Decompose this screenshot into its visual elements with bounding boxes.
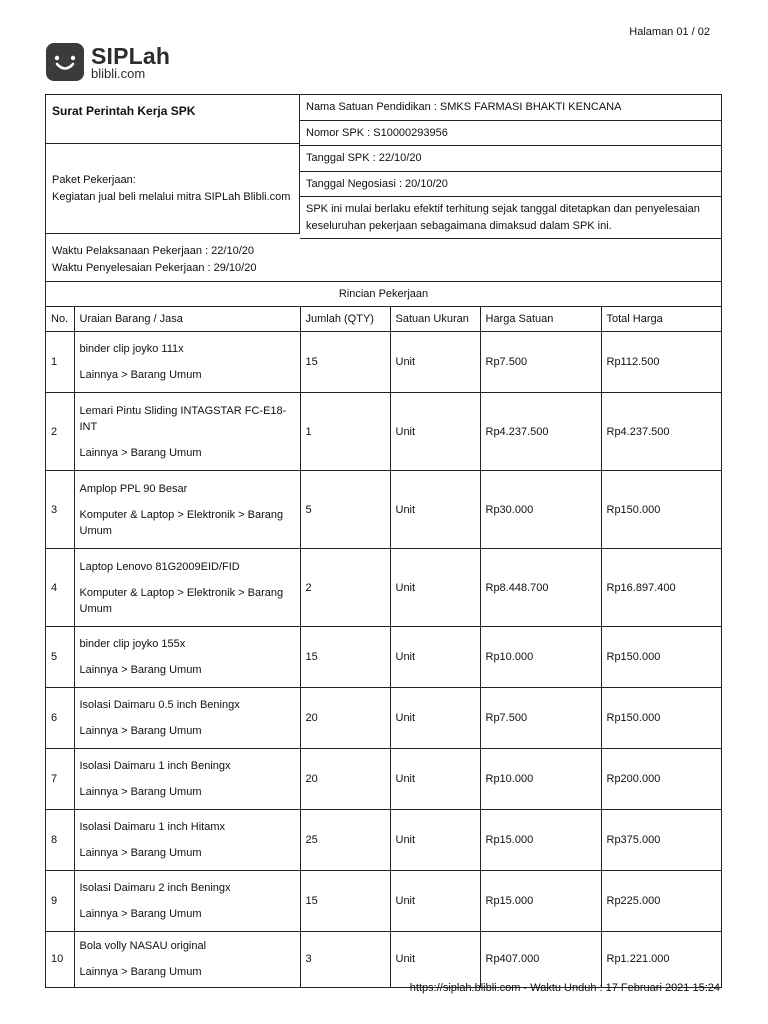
row-unit: Unit [390,549,480,627]
download-footer: https://siplah.blibli.com - Waktu Unduh : 17 Februari 2021 15:24 [409,982,720,994]
item-name: Laptop Lenovo 81G2009EID/FID [79,560,240,573]
rincian-table [46,307,721,987]
item-name: Isolasi Daimaru 2 inch Beningx [79,882,231,894]
row-price: Rp10.000 [480,627,601,688]
row-uraian [74,871,300,932]
row-total: Rp200.000 [601,749,721,810]
row-unit: Unit [390,871,480,932]
row-total: Rp150.000 [601,627,721,688]
table-row [46,810,721,871]
col-harga-satuan: Harga Satuan [480,307,601,332]
row-price: Rp7.500 [480,688,601,749]
spk-note-line-2: keseluruhan pekerjaan sebagaimana dimaksud dalam SPK ini. [306,219,612,232]
item-category: Komputer & Laptop > Elektronik > Barang Umum [79,586,284,615]
row-no: 1 [46,332,74,393]
row-total: Rp375.000 [601,810,721,871]
row-qty: 2 [300,549,390,627]
table-row [46,393,721,471]
header-right-column [300,95,721,239]
table-row [46,932,721,987]
item-category: Lainnya > Barang Umum [79,446,202,459]
item-name: Isolasi Daimaru 1 inch Hitamx [79,821,225,833]
row-no: 10 [46,932,74,987]
row-no: 4 [46,549,74,627]
row-price: Rp15.000 [480,810,601,871]
item-category: Lainnya > Barang Umum [79,908,202,920]
row-uraian [74,332,300,393]
row-total: Rp16.897.400 [601,549,721,627]
row-total: Rp225.000 [601,871,721,932]
row-uraian [74,688,300,749]
row-uraian [74,393,300,471]
col-uraian: Uraian Barang / Jasa [74,307,300,332]
row-no: 8 [46,810,74,871]
row-uraian [74,932,300,987]
waktu-penyelesaian: Waktu Penyelesaian Pekerjaan : 29/10/20 [52,262,257,274]
row-price: Rp407.000 [480,932,601,987]
table-header-row [46,307,721,332]
shopping-bag-icon [46,43,84,81]
table-row [46,332,721,393]
row-unit: Unit [390,627,480,688]
paket-pekerjaan [46,144,300,234]
table-row [46,627,721,688]
row-uraian [74,627,300,688]
row-price: Rp15.000 [480,871,601,932]
item-category: Lainnya > Barang Umum [79,369,202,381]
spk-note-line-1: SPK ini mulai berlaku efektif terhitung sejak tanggal ditetapkan dan penyelesaian [306,202,700,215]
nomor-spk: Nomor SPK : S10000293956 [300,121,721,147]
item-name: Amplop PPL 90 Besar [79,482,188,495]
siplah-logo [46,43,170,81]
row-qty: 1 [300,393,390,471]
spk-note [300,197,721,239]
item-category: Lainnya > Barang Umum [79,966,202,979]
row-no: 5 [46,627,74,688]
table-row [46,688,721,749]
item-category: Lainnya > Barang Umum [79,725,202,737]
row-price: Rp8.448.700 [480,549,601,627]
row-qty: 3 [300,932,390,987]
item-name: binder clip joyko 155x [79,638,186,650]
row-unit: Unit [390,332,480,393]
tanggal-spk: Tanggal SPK : 22/10/20 [300,146,721,172]
table-row [46,471,721,549]
col-no: No. [46,307,74,332]
item-category: Lainnya > Barang Umum [79,847,202,859]
row-uraian [74,749,300,810]
row-unit: Unit [390,932,480,987]
row-no: 6 [46,688,74,749]
row-no: 3 [46,471,74,549]
row-qty: 20 [300,749,390,810]
row-price: Rp7.500 [480,332,601,393]
row-qty: 15 [300,871,390,932]
paket-value: Kegiatan jual beli melalui mitra SIPLah Blibli.com [52,190,291,203]
row-total: Rp4.237.500 [601,393,721,471]
col-total: Total Harga [601,307,721,332]
item-name: Lemari Pintu Sliding INTAGSTAR FC-E18-INT [79,404,287,433]
row-unit: Unit [390,810,480,871]
row-total: Rp112.500 [601,332,721,393]
tanggal-negosiasi: Tanggal Negosiasi : 20/10/20 [300,172,721,198]
nama-satuan: Nama Satuan Pendidikan : SMKS FARMASI BHAKTI KENCANA [300,95,721,121]
row-unit: Unit [390,471,480,549]
row-uraian [74,549,300,627]
row-price: Rp10.000 [480,749,601,810]
row-price: Rp30.000 [480,471,601,549]
row-qty: 15 [300,627,390,688]
row-no: 7 [46,749,74,810]
spk-document [45,94,722,988]
table-row [46,871,721,932]
row-unit: Unit [390,688,480,749]
row-qty: 20 [300,688,390,749]
waktu-pekerjaan [46,239,721,282]
row-unit: Unit [390,749,480,810]
item-name: Isolasi Daimaru 1 inch Beningx [79,760,231,772]
row-no: 2 [46,393,74,471]
logo-main-text: SIPLah [91,42,171,69]
header-left-column [46,95,300,239]
logo-sub-text: blibli.com [91,65,146,81]
waktu-pelaksanaan: Waktu Pelaksanaan Pekerjaan : 22/10/20 [52,245,255,257]
item-name: binder clip joyko 111x [79,343,184,355]
item-name: Bola volly NASAU original [79,940,207,953]
row-qty: 5 [300,471,390,549]
rincian-heading: Rincian Pekerjaan [46,282,721,307]
row-qty: 25 [300,810,390,871]
row-total: Rp150.000 [601,688,721,749]
page-number: Halaman 01 / 02 [629,26,710,38]
item-name: Isolasi Daimaru 0.5 inch Beningx [79,699,240,711]
row-total: Rp1.221.000 [606,953,670,966]
row-uraian [74,471,300,549]
row-qty: 15 [300,332,390,393]
row-uraian [74,810,300,871]
row-total: Rp150.000 [601,471,721,549]
table-row [46,549,721,627]
paket-label: Paket Pekerjaan: [52,173,136,186]
table-row [46,749,721,810]
row-unit: Unit [390,393,480,471]
item-category: Lainnya > Barang Umum [79,786,202,798]
item-category: Lainnya > Barang Umum [79,664,202,676]
item-category: Komputer & Laptop > Elektronik > Barang Umum [79,508,284,537]
row-price: Rp4.237.500 [480,393,601,471]
col-qty: Jumlah (QTY) [300,307,390,332]
row-no: 9 [46,871,74,932]
document-title: Surat Perintah Kerja SPK [46,95,300,144]
col-satuan: Satuan Ukuran [390,307,480,332]
